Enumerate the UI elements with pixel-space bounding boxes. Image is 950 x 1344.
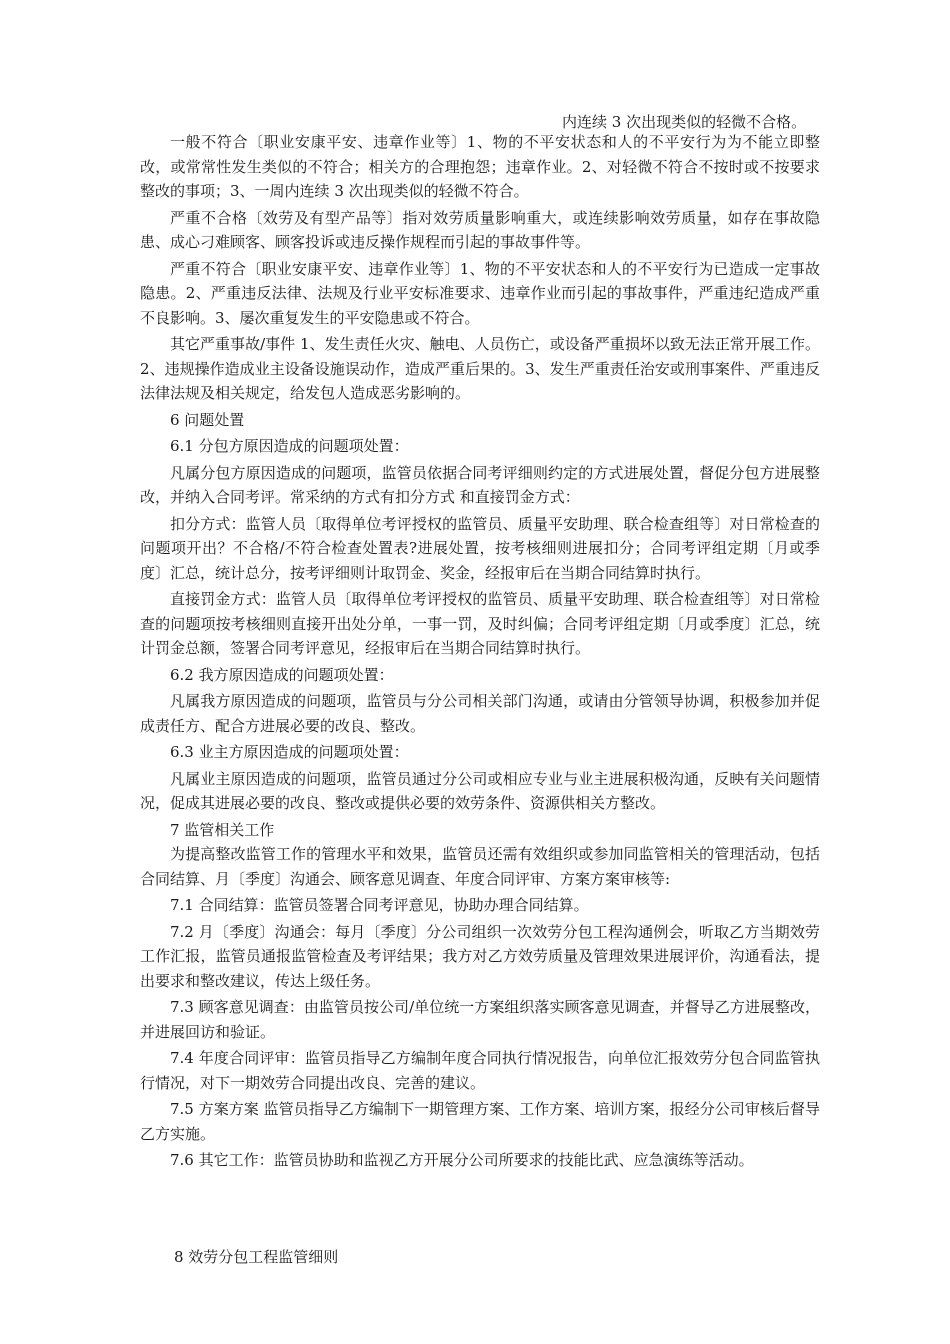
subsection-heading-6-2: 6.2 我方原因造成的问题项处置： [170, 665, 394, 684]
paragraph-deduction-method: 扣分方式：监管人员〔取得单位考评授权的监管员、质量平安助理、联合检查组等〕对日常检查的问题项开出？不合格/不符合检查处置表?进展处置，按考核细则进展扣分；合同考评组定期〔月或季度〕汇总，统计总分，按考评细则计取罚金、奖金，经报审后在当期合同结算时执行。 [140, 514, 820, 582]
paragraph-direct-fine-method: 直接罚金方式：监管人员〔取得单位考评授权的监管员、质量平安助理、联合检查组等〕对日常检查的问题项按考核细则直接开出处分单，一事一罚，及时纠偏；合同考评组定期〔月或季度〕汇总，统计罚金总额，签署合同考评意见，经报审后在当期合同结算时执行。 [140, 590, 820, 657]
paragraph-7-1-contract-settlement: 7.1 合同结算：监管员签署合同考评意见，协助办理合同结算。 [170, 896, 589, 914]
paragraph-7-3-customer-survey: 7.3 顾客意见调查：由监管员按公司/单位统一方案组织落实顾客意见调查，并督导乙方进展整改，并进展回访和验证。 [140, 998, 820, 1041]
paragraph-7-6-other-work: 7.6 其它工作：监管员协助和监视乙方开展分公司所要求的技能比武、应急演练等活动。 [170, 1151, 754, 1169]
paragraph-owner-side-issues: 凡属业主原因造成的问题项，监管员通过分公司或相应专业与业主进展积极沟通，反映有关问题情况，促成其进展必要的改良、整改或提供必要的效劳条件、资源供相关方整改。 [140, 769, 820, 812]
subsection-heading-6-3: 6.3 业主方原因造成的问题项处置： [170, 743, 409, 761]
paragraph-7-2-communication-meeting: 7.2 月〔季度〕沟通会：每月〔季度〕分公司组织一次效劳分包工程沟通例会，听取乙方当期效劳工作汇报，监管员通报监管检查及考评结果；我方对乙方效劳质量及管理效果进展评价，沟通看法，提出要求和整改建议，传达上级任务。 [140, 922, 820, 990]
section-heading-7: 7 监管相关工作 [170, 820, 275, 839]
paragraph-7-4-annual-review: 7.4 年度合同评审：监管员指导乙方编制年度合同执行情况报告，向单位汇报效劳分包合同监管执行情况，对下一期效劳合同提出改良、完善的建议。 [140, 1049, 820, 1092]
continued-text-line: 内连续 3 次出现类似的轻微不合格。 [562, 113, 807, 131]
paragraph-other-serious-incidents: 其它严重事故/事件 1、发生责任火灾、触电、人员伤亡，或设备严重损坏以致无法正常开展工作。2、违规操作造成业主设备设施误动作，造成严重后果的。3、发生严重责任治安或刑事案件、严重违反法律法规及相关规定，给发包人造成恶劣影响的。 [140, 335, 820, 402]
document-body [140, 130, 820, 1175]
paragraph-subcontractor-issues: 凡属分包方原因造成的问题项，监管员依据合同考评细则约定的方式进展处置，督促分包方进展整改，并纳入合同考评。常采纳的方式有扣分方式 和直接罚金方式： [140, 463, 820, 506]
section-heading-6: 6 问题处置 [170, 410, 245, 429]
subsection-heading-6-1: 6.1 分包方原因造成的问题项处置： [170, 437, 409, 455]
paragraph-serious-unqualified: 严重不合格〔效劳及有型产品等〕指对效劳质量影响重大，或连续影响效劳质量，如存在事故隐患、成心刁难顾客、顾客投诉或违反操作规程而引起的事故事件等。 [140, 208, 820, 251]
paragraph-serious-nonconformity: 严重不符合〔职业安康平安、违章作业等〕1、物的不平安状态和人的不平安行为已造成一定事故隐患。2、严重违反法律、法规及行业平安标准要求、违章作业而引起的事故事件，严重违纪造成严重不良影响。3、屡次重复发生的平安隐患或不符合。 [140, 259, 820, 327]
paragraph-general-nonconformity: 一般不符合〔职业安康平安、违章作业等〕1、物的不平安状态和人的不平安行为为不能立即整改，或常常性发生类似的不符合；相关方的合理抱怨；违章作业。2、对轻微不符合不按时或不按要求整改的事项；3、一周内连续 3 次出现类似的轻微不符合。 [140, 133, 820, 200]
paragraph-our-side-issues: 凡属我方原因造成的问题项，监管员与分公司相关部门沟通，或请由分管领导协调，积极参加并促成责任方、配合方进展必要的改良、整改。 [140, 692, 820, 735]
section-heading-8: 8 效劳分包工程监管细则 [174, 1248, 339, 1266]
paragraph-supervision-activities: 为提高整改监管工作的管理水平和效果，监管员还需有效组织或参加同监管相关的管理活动，包括合同结算、月〔季度〕沟通会、顾客意见调查、年度合同评审、方案方案审核等: [140, 845, 820, 888]
paragraph-7-5-plan-review: 7.5 方案方案 监管员指导乙方编制下一期管理方案、工作方案、培训方案，报经分公司审核后督导乙方实施。 [140, 1100, 820, 1143]
